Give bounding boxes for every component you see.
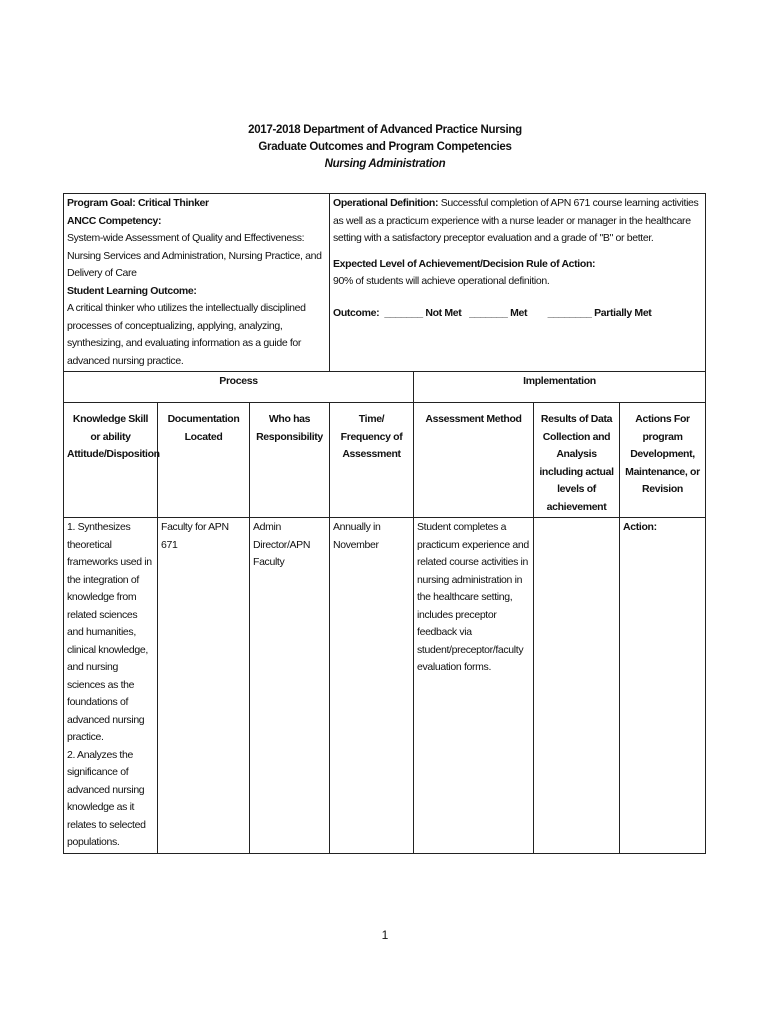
col-method: Assessment Method bbox=[414, 403, 534, 518]
opdef-text: Successful completion of APN 671 course learning activities as well as a practicum experience with a nurse leader or manager in the healthcare setting with a satisfactory preceptor evaluation and a grade of "B" or better. bbox=[333, 197, 699, 244]
knowledge-item-2: 2. Analyzes the significance of advanced nursing knowledge as it relates to selected populations. bbox=[67, 748, 146, 848]
operational-definition bbox=[333, 195, 702, 248]
cell-actions: Action: bbox=[620, 518, 706, 854]
goal-cell bbox=[64, 194, 330, 372]
col-documentation: Documentation Located bbox=[158, 403, 250, 518]
cell-method: Student completes a practicum experience and related course activities in nursing administration in the healthcare setting, includes preceptor feedback via student/preceptor/faculty evaluation forms. bbox=[414, 518, 534, 854]
col-responsibility: Who has Responsibility bbox=[250, 403, 330, 518]
program-name: Nursing Administration bbox=[324, 158, 446, 170]
page-number: 1 bbox=[381, 928, 389, 942]
document-subtitle: Graduate Outcomes and Program Competencies bbox=[258, 141, 512, 153]
col-results: Results of Data Collection and Analysis including actual levels of achievement bbox=[534, 403, 620, 518]
column-header-row bbox=[64, 403, 706, 518]
cell-documentation: Faculty for APN 671 bbox=[158, 518, 250, 854]
slo-text: A critical thinker who utilizes the intellectually disciplined processes of conceptualizing, applying, analyzing, synthesizing, and evaluating information as a guide for advanced nursing practice. bbox=[67, 302, 306, 367]
expected-text: 90% of students will achieve operational definition. bbox=[333, 275, 550, 287]
slo-label: Student Learning Outcome: bbox=[67, 284, 197, 297]
knowledge-item-1: 1. Synthesizes theoretical frameworks used in the integration of knowledge from related sciences and humanities, clinical knowledge, and nursing sciences as the foundations of advanced nursing practice. bbox=[67, 521, 152, 743]
top-row bbox=[64, 194, 706, 372]
cell-knowledge bbox=[64, 518, 158, 854]
document-header bbox=[0, 122, 770, 173]
ancc-text: System-wide Assessment of Quality and Effectiveness: Nursing Services and Administration, Nursing Practice, and Delivery of Care bbox=[67, 232, 322, 279]
table-row bbox=[64, 518, 706, 854]
expected-label: Expected Level of Achievement/Decision Rule of Action: bbox=[333, 257, 596, 270]
cell-responsibility: Admin Director/APN Faculty bbox=[250, 518, 330, 854]
definition-cell bbox=[330, 194, 706, 372]
outcomes-table bbox=[63, 193, 706, 854]
ancc-label: ANCC Competency: bbox=[67, 214, 162, 227]
implementation-header: Implementation bbox=[414, 372, 706, 403]
col-knowledge: Knowledge Skill or ability Attitude/Disposition bbox=[64, 403, 158, 518]
process-header: Process bbox=[64, 372, 414, 403]
cell-frequency: Annually in November bbox=[330, 518, 414, 854]
document-title: 2017-2018 Department of Advanced Practice Nursing bbox=[248, 124, 522, 136]
outcome-line: Outcome: _______ Not Met _______ Met ________ Partially Met bbox=[333, 306, 652, 319]
col-actions: Actions For program Development, Maintenance, or Revision bbox=[620, 403, 706, 518]
section-row bbox=[64, 372, 706, 403]
program-goal: Program Goal: Critical Thinker bbox=[67, 197, 209, 209]
opdef-label: Operational Definition: bbox=[333, 197, 439, 209]
cell-results bbox=[534, 518, 620, 854]
col-frequency: Time/ Frequency of Assessment bbox=[330, 403, 414, 518]
